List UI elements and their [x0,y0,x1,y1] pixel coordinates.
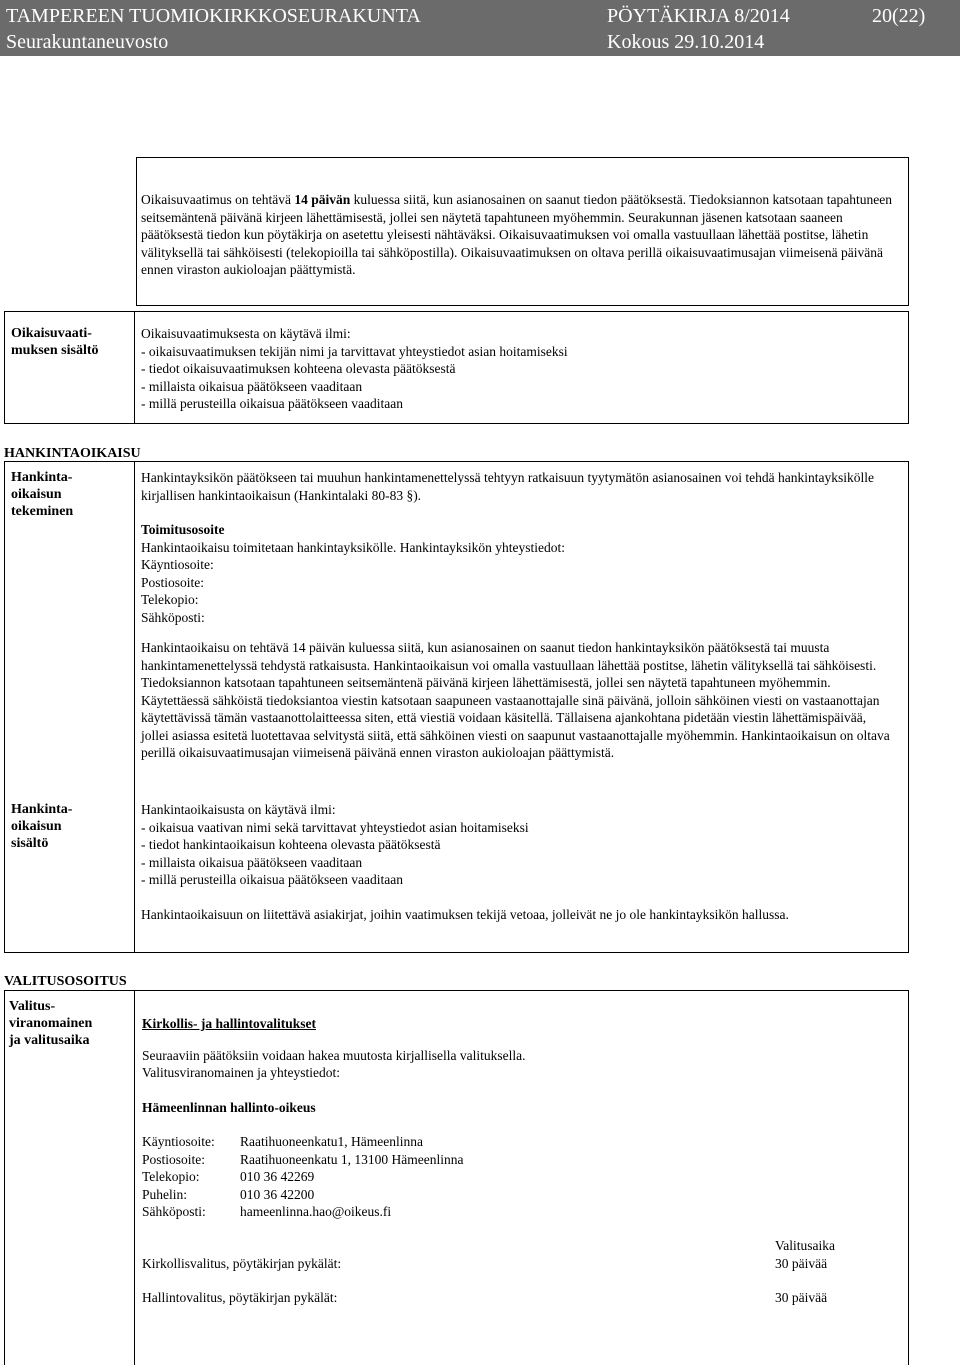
valitus-line: Valitusviranomainen ja yhteystiedot: [142,1065,340,1080]
list-item: - millä perusteilla oikaisua päätökseen vaaditaan [141,396,404,411]
label-line: oikaisun [11,819,62,834]
content-intro: Oikaisuvaatimuksesta on käytävä ilmi: [141,326,351,341]
hallintovalitus-period: 30 päivää [775,1290,828,1305]
hankinta-content-label [11,801,72,852]
valitus-label [9,998,92,1049]
deadline-days: 14 päivän [294,192,351,207]
body-name: Seurakuntaneuvosto [6,31,169,53]
contact-key: Sähköposti: [142,1204,206,1219]
valitus-section-title: VALITUSOSOITUS [4,974,127,989]
contact-value: Raatihuoneenkatu 1, 13100 Hämeenlinna [240,1151,464,1167]
toimitus-title: Toimitusosoite [141,522,225,537]
label-line: muksen sisältö [11,343,99,358]
list-item: - oikaisua vaativan nimi sekä tarvittavat yhteystiedot asian hoitamiseksi [141,819,529,835]
label-line: sisältö [11,836,49,851]
meeting-date: Kokous 29.10.2014 [607,31,765,53]
page-number: 20(22) [872,5,926,27]
hankinta-content-text [141,801,901,923]
org-name: TAMPEREEN TUOMIOKIRKKOSEURAKUNTA [6,5,421,27]
valitus-line: Seuraaviin päätöksiin voidaan hakea muutosta kirjallisella valituksella. [142,1047,526,1063]
hankinta-divider [134,461,135,953]
document-header [0,0,960,56]
contact-key: Käyntiosoite: [142,1134,215,1149]
contact-row [142,1186,902,1204]
contact-row [142,1133,902,1151]
court-name: Hämeenlinnan hallinto-oikeus [142,1099,316,1115]
oikaisu-divider [134,311,135,424]
label-line: tekeminen [11,504,74,519]
contact-value: Raatihuoneenkatu1, Hämeenlinna [240,1134,423,1149]
contact-value: hameenlinna.hao@oikeus.fi [240,1204,392,1219]
hallintovalitus-label: Hallintovalitus, pöytäkirjan pykälät: [142,1290,338,1305]
label-line: oikaisun [11,487,62,502]
label-line: Hankinta- [11,470,73,485]
valitusaika-header: Valitusaika [775,1238,835,1253]
contact-value: 010 36 42200 [240,1186,315,1202]
kirkollisvalitus-period: 30 päivää [775,1256,828,1271]
contact-line: Telekopio: [141,592,199,607]
deadline-body: kuluessa siitä, kun asianosainen on saanut tiedon päätöksestä. Tiedoksiannon katsotaan tapahtuneen seitsemäntenä päivänä kirjeen lähettämisestä, jollei sen näytetä tapahtuneen myöhemmin. Seurakunnan jäsenen katsotaan saaneen päätöksestä tiedon kun pöytäkirja on asetettu yleisesti nähtäväksi. Oikaisuvaatimuksen voi omalla vastuullaan lähettää postitse, lähetin välityksellä tai sähköisesti (telekopioilla tai sähköpostilla). Oikaisuvaatimuksen on oltava perillä oikaisuvaatimusajan viimeisenä päivänä ennen viraston aukioloajan päättymistä. [141,192,893,277]
label-line: Oikaisuvaati- [11,326,92,341]
oikaisu-content-text [141,325,901,413]
kirkollisvalitus-label: Kirkollisvalitus, pöytäkirjan pykälät: [142,1256,342,1271]
valitus-top-border [4,990,909,991]
list-item: - millaista oikaisua päätökseen vaaditaan [141,378,363,394]
document-number: PÖYTÄKIRJA 8/2014 [607,5,790,27]
list-item: - tiedot oikaisuvaatimuksen kohteena olevasta päätöksestä [141,361,456,376]
contact-key: Postiosoite: [142,1151,206,1167]
valitus-text [142,1015,902,1221]
oikaisu-content-label [11,325,99,359]
valitus-divider [134,990,135,1365]
content-intro: Hankintaoikaisusta on käytävä ilmi: [141,802,336,817]
hankinta-section-title: HANKINTAOIKAISU [4,446,141,461]
valitus-heading: Kirkollis- ja hallintovalitukset [142,1016,317,1031]
hankinta-intro: Hankintayksikön päätökseen tai muuhun hankintamenettelyssä tehtyyn ratkaisuun tyytymätön asianosainen voi tehdä hankintayksikölle kirjallisen hankintaoikaisun (Hankintalaki 80-83 §). [141,470,874,503]
label-line: Valitus- [9,999,56,1014]
valitus-left-border [4,990,5,1365]
hankinta-deadline-text: Hankintaoikaisu on tehtävä 14 päivän kuluessa siitä, kun asianosainen on saanut tiedon hankintayksikön päätöksestä tai muusta hankintamenettelyssä tehdystä ratkaisusta. Hankintaoikaisun voi omalla vastuullaan lähettää postitse, lähetin välityksellä tai sähköisesti. Tiedoksiannon katsotaan tapahtuneen seitsemäntenä päivänä kirjeen lähettämisestä, jollei sen näytetä tapahtuneen myöhemmin. Käytettäessä sähköistä tiedoksiantoa viestin katsotaan saapuneen vastaanottajalle sinä päivänä, jolloin sähköinen viesti on vastaanottajan käytettävissä tämän vastaanottolaitteessa siten, että viestiä voidaan käsitellä. Tällaisena ajankohtana pidetään viestin lähettämispäivää, jollei asiassa esitetä luotettavaa selvitystä siitä, että sähköinen viesti on saapunut vastaanottajalle myöhemmin. Hankintaoikaisun on oltava perillä oikaisuvaatimusajan viimeisenä päivänä ennen viraston aukioloajan päättymistä. [141,640,890,760]
list-item: - millä perusteilla oikaisua päätökseen vaaditaan [141,872,404,887]
hankinta-making-label [11,469,73,520]
contact-row [142,1203,902,1221]
oikaisu-deadline-text [141,191,903,279]
contact-value: 010 36 42269 [240,1169,315,1184]
list-item: - tiedot hankintaoikaisun kohteena olevasta päätöksestä [141,837,441,852]
contact-row [142,1151,902,1169]
list-item: - millaista oikaisua päätökseen vaaditaan [141,854,363,870]
contact-line: Postiosoite: [141,574,205,590]
label-line: Hankinta- [11,802,73,817]
contact-key: Puhelin: [142,1186,188,1202]
deadline-lead: Oikaisuvaatimus on tehtävä [141,192,295,207]
attachments-note: Hankintaoikaisuun on liitettävä asiakirjat, joihin vaatimuksen tekijä vetoaa, jolleivät ne jo ole hankintayksikön hallussa. [141,906,789,922]
toimitus-text: Hankintaoikaisu toimitetaan hankintayksikölle. Hankintayksikön yhteystiedot: [141,539,566,555]
list-item: - oikaisuvaatimuksen tekijän nimi ja tarvittavat yhteystiedot asian hoitamiseksi [141,343,568,359]
label-line: viranomainen [9,1016,93,1031]
valitus-right-border [908,990,909,1365]
contact-line: Sähköposti: [141,609,205,625]
label-line: ja valitusaika [9,1033,90,1048]
contact-key: Telekopio: [142,1169,200,1184]
contact-row [142,1168,902,1186]
hankinta-making-text [141,469,901,626]
contact-line: Käyntiosoite: [141,557,214,572]
